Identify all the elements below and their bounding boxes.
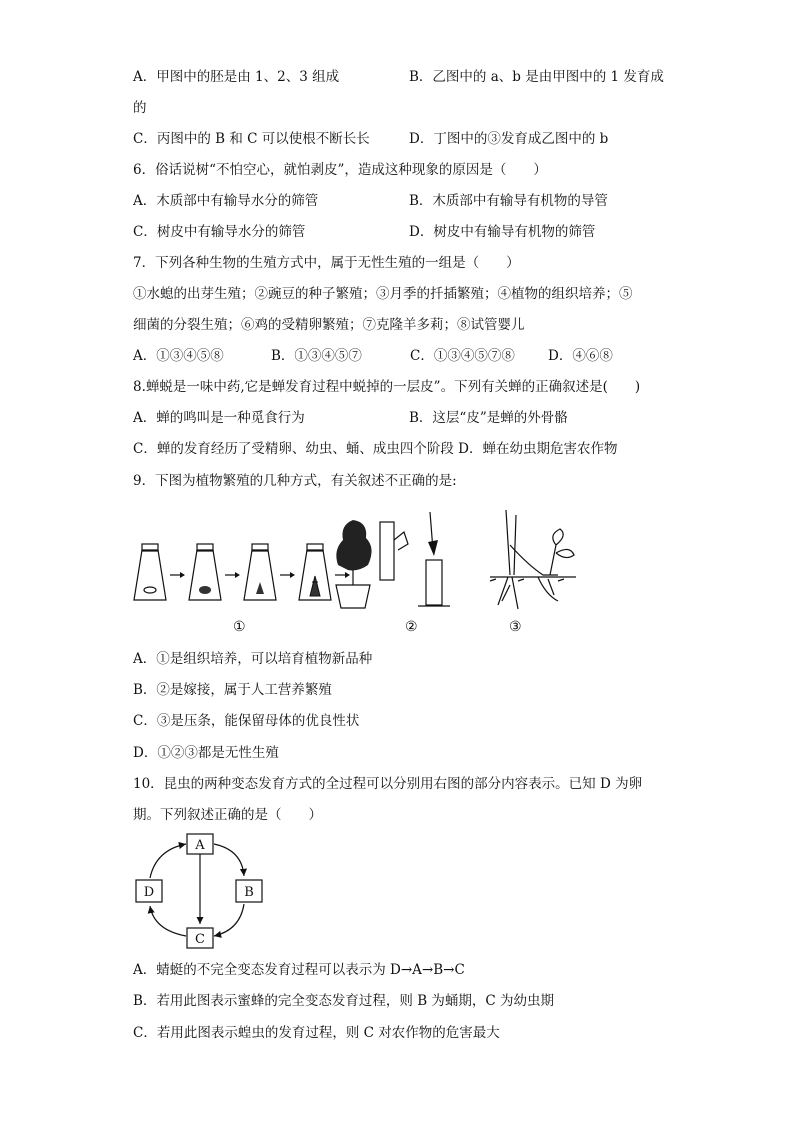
culture-flask-icon xyxy=(189,544,221,600)
q5-option-b: B．乙图中的 a、b 是由甲图中的 1 发育成 xyxy=(409,69,664,85)
q7-items-line1: ①水螅的出芽生殖；②豌豆的种子繁殖；③月季的扦插繁殖；④植物的组织培养；⑤ xyxy=(133,286,633,302)
cycle-node-b xyxy=(236,880,262,902)
q7-stem: 7．下列各种生物的生殖方式中，属于无性生殖的一组是（ ） xyxy=(133,255,520,271)
q9-option-b: B．②是嫁接，属于人工营养繁殖 xyxy=(133,682,332,698)
q7-option-a: A．①③④⑤⑧ xyxy=(133,348,224,364)
q6-stem: 6．俗话说树“不怕空心，就怕剥皮”，造成这种现象的原因是（ ） xyxy=(133,162,547,178)
q9-figure-layering xyxy=(488,505,578,615)
cycle-node-d xyxy=(136,880,162,902)
q9-figure-label-1: ① xyxy=(233,619,246,635)
q7-option-b: B．①③④⑤⑦ xyxy=(271,348,362,364)
q6-option-b: B．木质部中有输导有机物的导管 xyxy=(409,193,608,209)
q10-stem-line1: 10．昆虫的两种变态发育方式的全过程可以分别用右图的部分内容表示。已知 D 为卵 xyxy=(133,776,643,792)
q5-option-c: C．丙图中的 B 和 C 可以使根不断长长 xyxy=(133,131,370,147)
culture-flask-icon xyxy=(299,544,331,600)
culture-flask-icon xyxy=(244,544,276,600)
q9-figure-label-3: ③ xyxy=(509,619,522,635)
cycle-node-c xyxy=(187,928,213,948)
cycle-node-a xyxy=(187,834,213,854)
q9-stem: 9．下图为植物繁殖的几种方式，有关叙述不正确的是: xyxy=(133,473,457,489)
q9-option-d: D．①②③都是无性生殖 xyxy=(133,745,279,761)
q10-stem-line2: 期。下列叙述正确的是（ ） xyxy=(133,807,322,823)
q10-option-b: B．若用此图表示蜜蜂的完全变态发育过程，则 B 为蛹期，C 为幼虫期 xyxy=(133,993,555,1009)
q8-option-cd: C．蝉的发育经历了受精卵、幼虫、蛹、成虫四个阶段 D．蝉在幼虫期危害农作物 xyxy=(133,441,618,457)
q9-figure-grafting xyxy=(378,510,448,610)
q7-items-line2: 细菌的分裂生殖；⑥鸡的受精卵繁殖；⑦克隆羊多莉；⑧试管婴儿 xyxy=(133,317,525,333)
q5-option-a: A．甲图中的胚是由 1、2、3 组成 xyxy=(133,69,340,85)
svg-text:B: B xyxy=(244,885,254,900)
q6-option-d: D．树皮中有输导有机物的筛管 xyxy=(409,224,596,240)
q9-option-a: A．①是组织培养，可以培育植物新品种 xyxy=(133,651,373,667)
q8-option-a: A．蝉的鸣叫是一种觅食行为 xyxy=(133,410,305,426)
svg-text:A: A xyxy=(195,838,205,853)
q9-option-c: C．③是压条，能保留母体的优良性状 xyxy=(133,713,360,729)
q6-option-a: A．木质部中有输导水分的筛管 xyxy=(133,193,319,209)
q8-stem: 8.蝉蜕是一味中药,它是蝉发育过程中蜕掉的一层皮”。下列有关蝉的正确叙述是( ) xyxy=(133,379,641,395)
q6-option-c: C．树皮中有输导水分的筛管 xyxy=(133,224,306,240)
q7-option-d: D．④⑥⑧ xyxy=(548,348,613,364)
q5-option-d: D．丁图中的③发育成乙图中的 b xyxy=(409,131,609,147)
q7-option-c: C．①③④⑤⑦⑧ xyxy=(410,348,515,364)
q5-option-b-cont: 的 xyxy=(133,100,147,116)
q9-potted-plant-icon xyxy=(328,510,378,610)
q10-life-cycle-diagram xyxy=(134,832,274,952)
q10-option-a: A．蜻蜓的不完全变态发育过程可以表示为 D→A→B→C xyxy=(133,962,465,978)
svg-text:C: C xyxy=(195,932,205,947)
q10-option-c: C．若用此图表示蝗虫的发育过程，则 C 对农作物的危害最大 xyxy=(133,1025,500,1041)
q9-figure-label-2: ② xyxy=(405,619,418,635)
svg-text:D: D xyxy=(143,885,155,900)
culture-flask-icon xyxy=(134,544,166,600)
q8-option-b: B．这层“皮”是蝉的外骨骼 xyxy=(409,410,568,426)
